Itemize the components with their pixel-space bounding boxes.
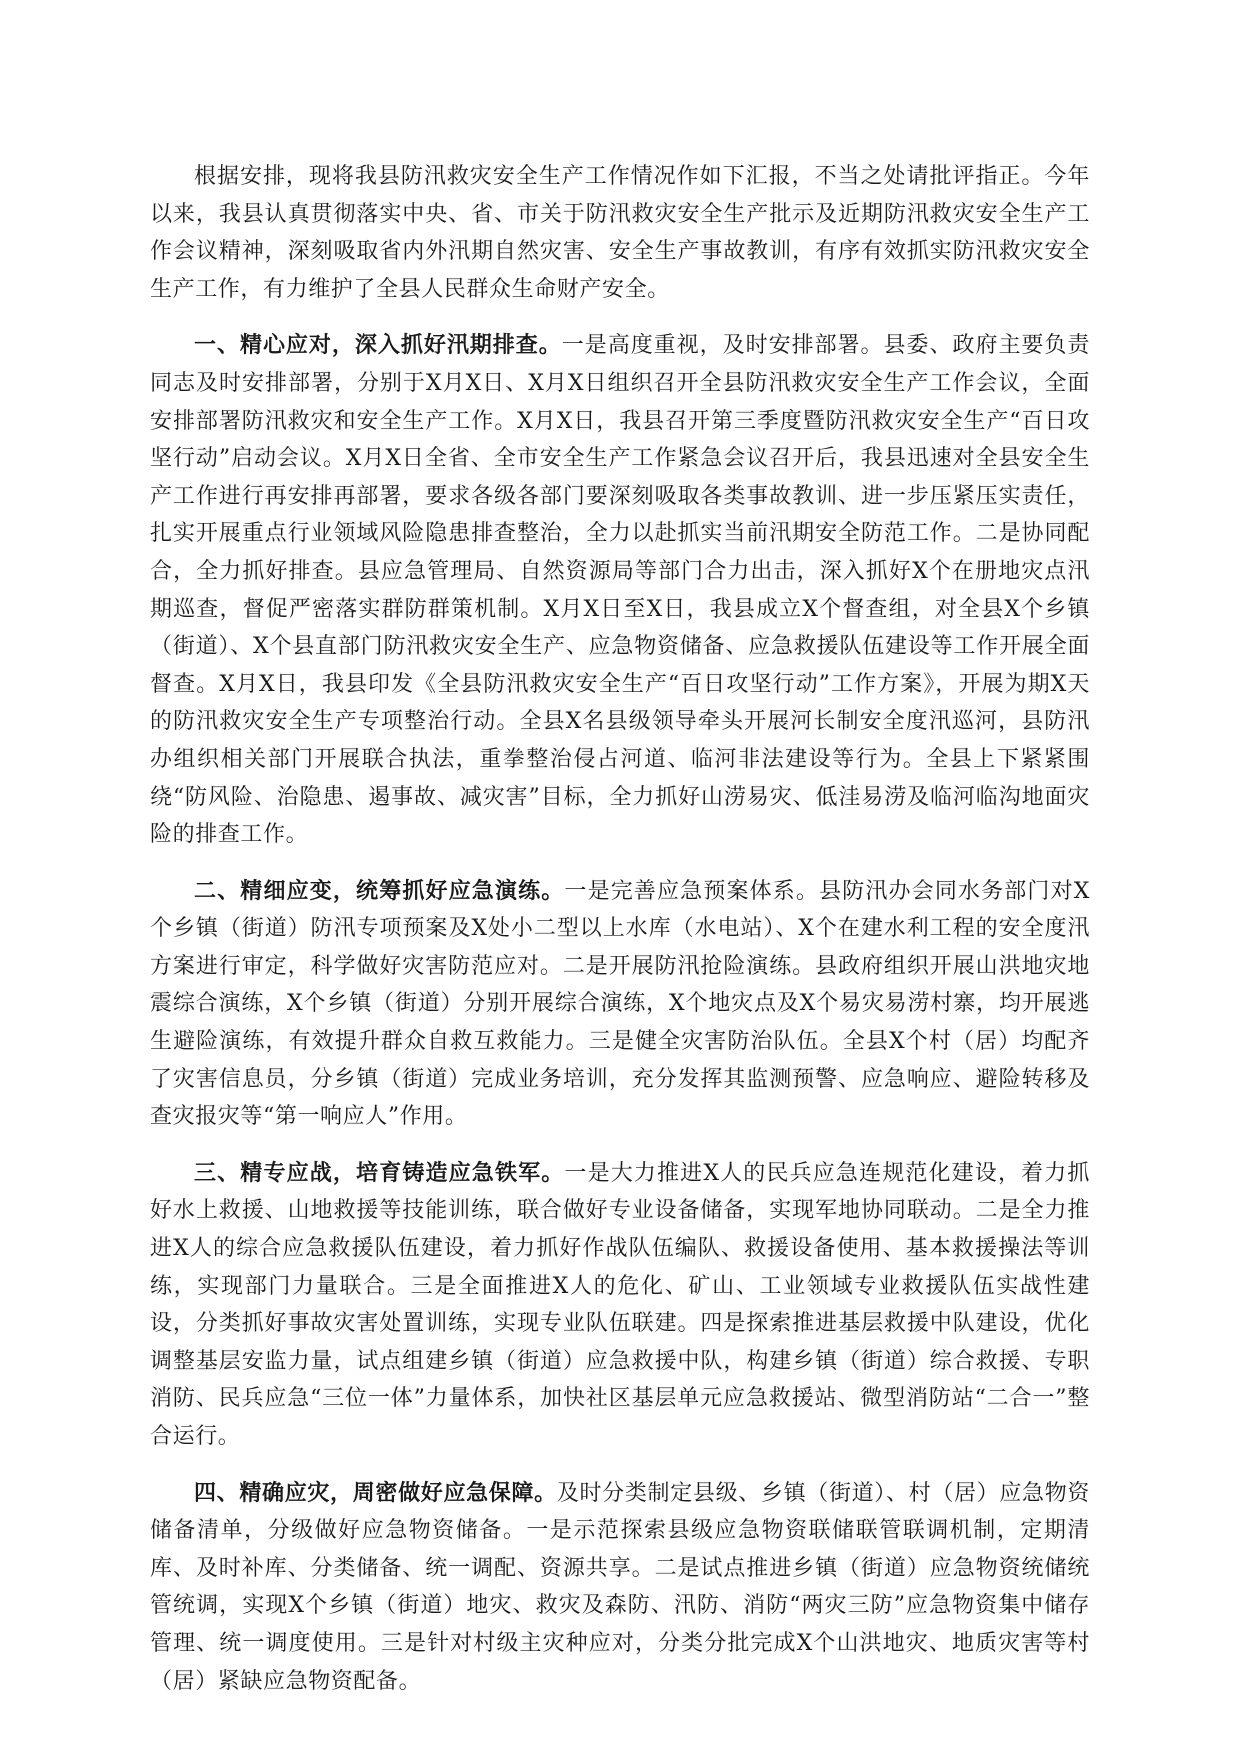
paragraph-section-2 bbox=[150, 873, 1090, 1136]
paragraph-heading: 三、精专应战，培育铸造应急铁军。 bbox=[194, 1159, 565, 1186]
paragraph-text: 根据安排，现将我县防汛救灾安全生产工作情况作如下汇报，不当之处请批评指正。今年以来，我县认真贯彻落实中央、省、市关于防汛救灾安全生产批示及近期防汛救灾安全生产工作会议精神，深刻吸取省内外汛期自然灾害、安全生产事故教训，有序有效抓实防汛救灾安全生产工作，有力维护了全县人民群众生命财产安全。 bbox=[150, 164, 1090, 302]
paragraph-text: 一是完善应急预案体系。县防汛办会同水务部门对X个乡镇（街道）防汛专项预案及X处小二型以上水库（水电站）、X个在建水利工程的安全度汛方案进行审定，科学做好灾害防范应对。二是开展防汛抢险演练。县政府组织开展山洪地灾地震综合演练，X个乡镇（街道）分别开展综合演练，X个地灾点及X个易灾易涝村寨，均开展逃生避险演练，有效提升群众自救互救能力。三是健全灾害防治队伍。全县X个村（居）均配齐了灾害信息员，分乡镇（街道）完成业务培训，充分发挥其监测预警、应急响应、避险转移及查灾报灾等“第一响应人”作用。 bbox=[150, 878, 1090, 1130]
paragraph-heading: 一、精心应对，深入抓好汛期排查。 bbox=[194, 332, 562, 359]
paragraph-section-1 bbox=[150, 327, 1090, 853]
paragraph-text: 及时分类制定县级、乡镇（街道）、村（居）应急物资储备清单，分级做好应急物资储备。一是示范探索县级应急物资联储联管联调机制，定期清库、及时补库、分类储备、统一调配、资源共享。二是试点推进乡镇（街道）应急物资统储统管统调，实现X个乡镇（街道）地灾、救灾及森防、汛防、消防“两灾三防”应急物资集中储存管理、统一调度使用。三是针对村级主灾种应对，分类分批完成X个山洪地灾、地质灾害等村（居）紧缺应急物资配备。 bbox=[150, 1480, 1090, 1694]
paragraph-intro bbox=[150, 158, 1090, 308]
paragraph-heading: 二、精细应变，统筹抓好应急演练。 bbox=[194, 877, 565, 904]
paragraph-text: 一是大力推进X人的民兵应急连规范化建设，着力抓好水上救援、山地救援等技能训练，联合做好专业设备储备，实现军地协同联动。二是全力推进X人的综合应急救援队伍建设，着力抓好作战队伍编队、救援设备使用、基本救援操法等训练，实现部门力量联合。三是全面推进X人的危化、矿山、工业领域专业救援队伍实战性建设，分类抓好事故灾害处置训练，实现专业队伍联建。四是探索推进基层救援中队建设，优化调整基层安监力量，试点组建乡镇（街道）应急救援中队，构建乡镇（街道）综合救援、专职消防、民兵应急“三位一体”力量体系，加快社区基层单元应急救援站、微型消防站“二合一”整合运行。 bbox=[150, 1160, 1090, 1449]
document-body bbox=[150, 158, 1090, 1719]
paragraph-heading: 四、精确应灾，周密做好应急保障。 bbox=[194, 1479, 557, 1506]
paragraph-text: 一是高度重视，及时安排部署。县委、政府主要负责同志及时安排部署，分别于X月X日、X月X日组织召开全县防汛救灾安全生产工作会议，全面安排部署防汛救灾和安全生产工作。X月X日，我县召开第三季度暨防汛救灾安全生产“百日攻坚行动”启动会议。X月X日全省、全市安全生产工作紧急会议召开后，我县迅速对全县安全生产工作进行再安排再部署，要求各级各部门要深刻吸取各类事故教训、进一步压紧压实责任，扎实开展重点行业领域风险隐患排查整治，全力以赴抓实当前汛期安全防范工作。二是协同配合，全力抓好排查。县应急管理局、自然资源局等部门合力出击，深入抓好X个在册地灾点汛期巡查，督促严密落实群防群策机制。X月X日至X日，我县成立X个督查组，对全县X个乡镇（街道）、X个县直部门防汛救灾安全生产、应急物资储备、应急救援队伍建设等工作开展全面督查。X月X日，我县印发《全县防汛救灾安全生产“百日攻坚行动”工作方案》，开展为期X天的防汛救灾安全生产专项整治行动。全县X名县级领导牵头开展河长制安全度汛巡河，县防汛办组织相关部门开展联合执法，重拳整治侵占河道、临河非法建设等行为。全县上下紧紧围绕“防风险、治隐患、遏事故、减灾害”目标，全力抓好山涝易灾、低洼易涝及临河临沟地面灾险的排查工作。 bbox=[150, 333, 1090, 848]
paragraph-section-3 bbox=[150, 1155, 1090, 1456]
paragraph-section-4 bbox=[150, 1475, 1090, 1701]
